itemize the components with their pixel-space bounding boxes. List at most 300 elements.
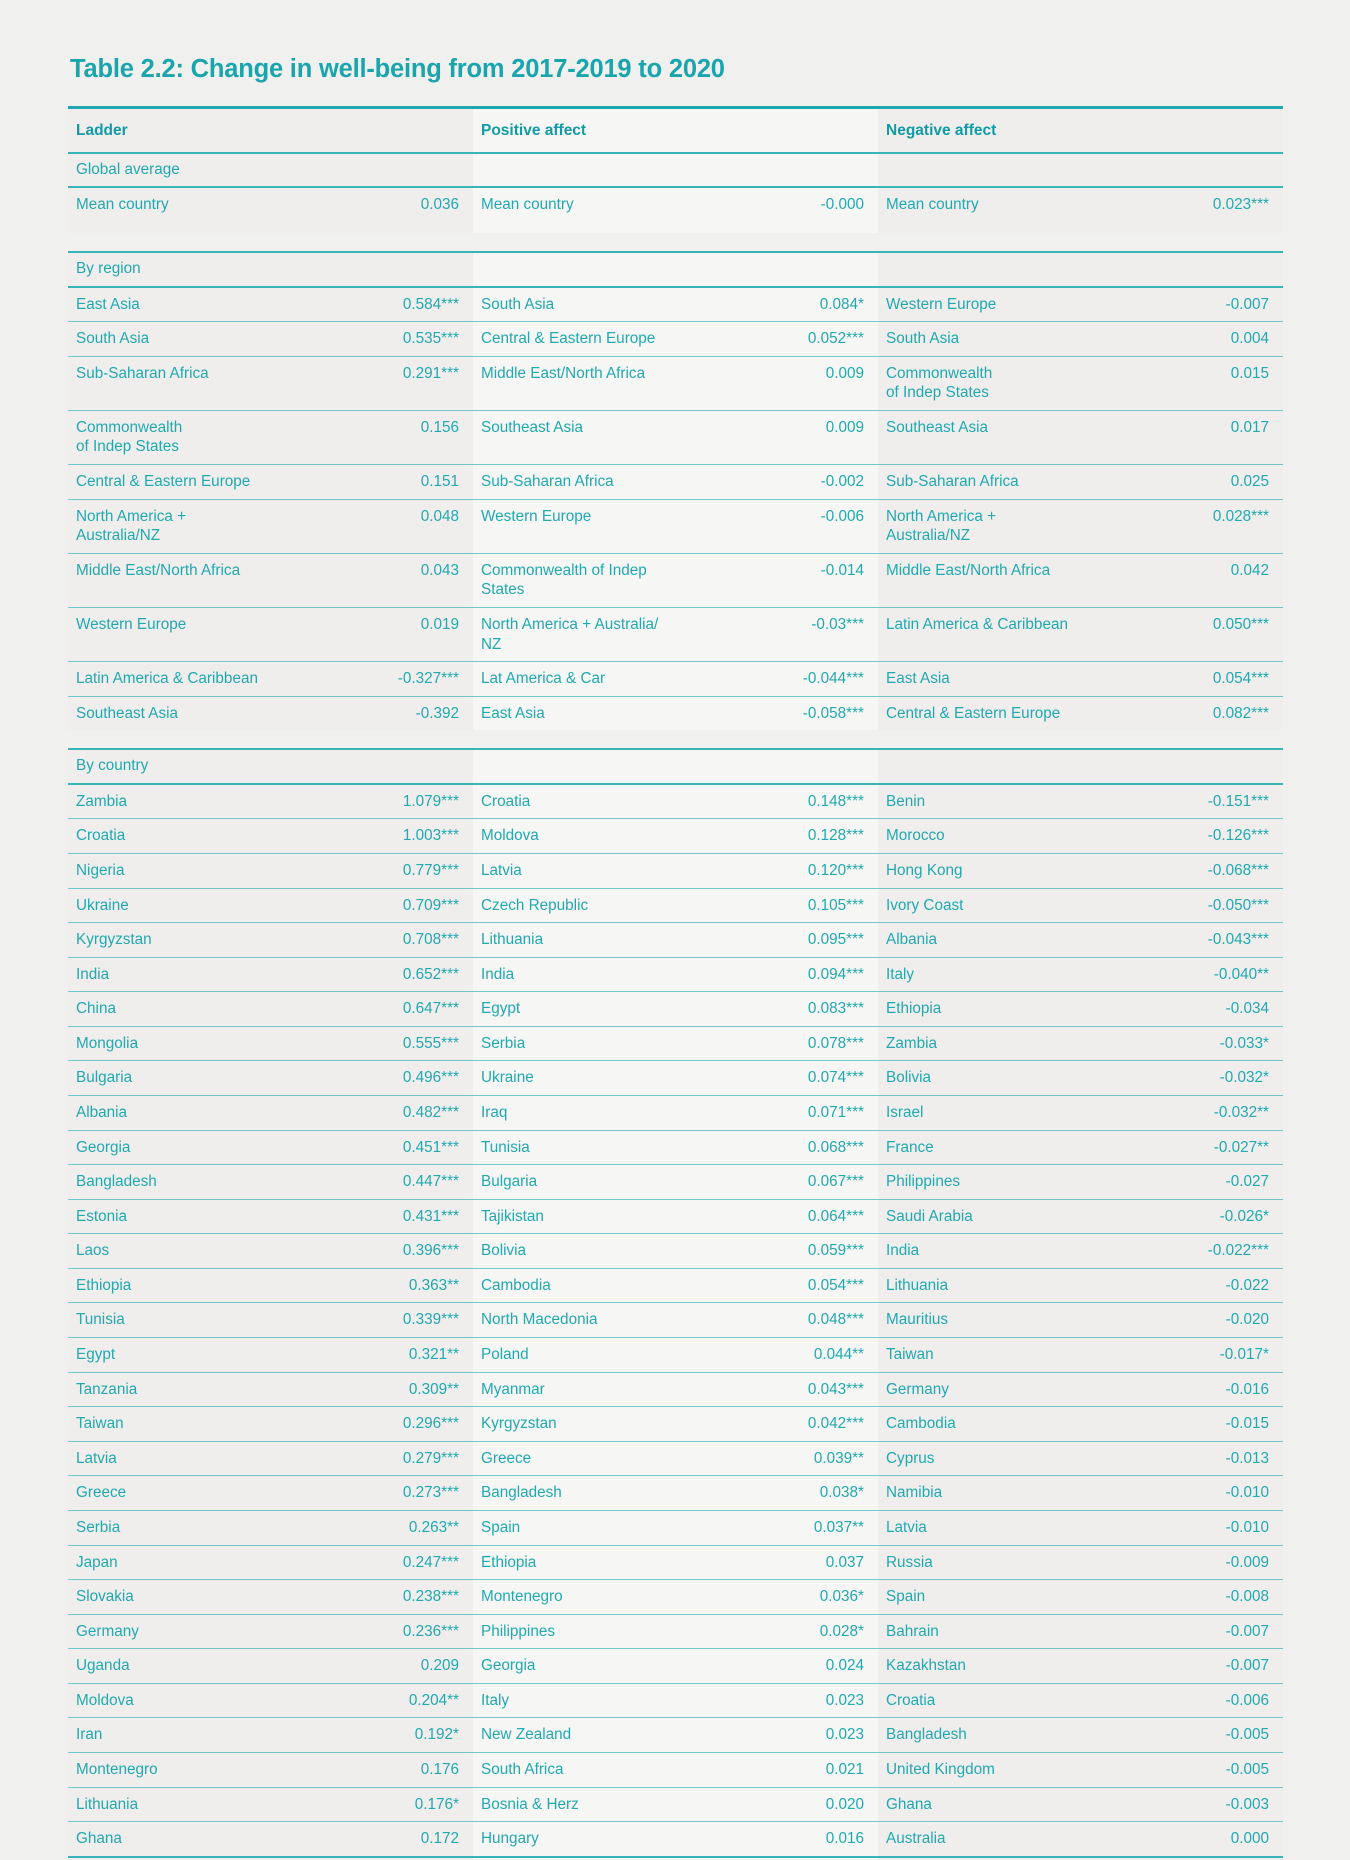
cell-value: 0.339*** bbox=[402, 1311, 459, 1329]
cell-label: Latvia bbox=[886, 1518, 927, 1536]
cell-value: 0.555*** bbox=[402, 1034, 459, 1052]
cell-label: Uganda bbox=[76, 1657, 130, 1675]
cell-value: 0.176* bbox=[414, 1795, 459, 1813]
cell-value: 0.482*** bbox=[402, 1104, 459, 1122]
cell-value: 0.054*** bbox=[807, 1276, 864, 1294]
cell-label: Albania bbox=[76, 1104, 128, 1122]
cell-value: 0.025 bbox=[1230, 473, 1269, 491]
cell-label: Tajikistan bbox=[481, 1207, 544, 1225]
cell-label: Cambodia bbox=[886, 1415, 956, 1433]
cell-label: Lithuania bbox=[886, 1276, 949, 1294]
cell-label: Israel bbox=[886, 1104, 924, 1122]
cell-label: Latin America & Caribbean bbox=[76, 670, 258, 688]
cell-value: 0.024 bbox=[825, 1657, 864, 1675]
cell-value: 0.321** bbox=[408, 1346, 459, 1364]
cell-value: 0.043 bbox=[420, 561, 459, 579]
cell-value: 0.036* bbox=[819, 1588, 864, 1606]
cell-label: Namibia bbox=[886, 1484, 943, 1502]
cell-value: 0.028*** bbox=[1212, 507, 1269, 525]
cell-label: Cyprus bbox=[886, 1449, 935, 1467]
cell-label: Southeast Asia bbox=[76, 704, 179, 722]
cell-value: 0.023 bbox=[825, 1691, 864, 1709]
region-row bbox=[68, 608, 1283, 662]
cell-label: India bbox=[886, 1242, 920, 1260]
cell-value: 0.078*** bbox=[807, 1034, 864, 1052]
cell-label: Poland bbox=[481, 1346, 529, 1364]
cell-value bbox=[763, 154, 878, 187]
cell-value: -0.016 bbox=[1225, 1380, 1269, 1398]
cell-value: 0.584*** bbox=[402, 295, 459, 313]
cell-value: -0.392 bbox=[415, 704, 459, 722]
cell-value: -0.014 bbox=[820, 561, 864, 579]
cell-label bbox=[878, 154, 1168, 187]
cell-value: -0.027 bbox=[1225, 1173, 1269, 1191]
cell-label: Serbia bbox=[481, 1034, 526, 1052]
cell-label: Southeast Asia bbox=[886, 418, 989, 436]
cell-value bbox=[763, 253, 878, 286]
cell-label: Latin America & Caribbean bbox=[886, 615, 1068, 633]
cell-value: 0.028* bbox=[819, 1622, 864, 1640]
cell-label: Japan bbox=[76, 1553, 118, 1571]
cell-label: Positive affect bbox=[481, 122, 587, 139]
cell-value: -0.020 bbox=[1225, 1311, 1269, 1329]
cell-label: Myanmar bbox=[481, 1380, 545, 1398]
cell-value: 0.309** bbox=[408, 1380, 459, 1398]
cell-label: Albania bbox=[886, 931, 938, 949]
cell-label: Benin bbox=[886, 792, 926, 810]
country-row bbox=[68, 819, 1283, 853]
cell-label bbox=[878, 253, 1168, 286]
cell-label: By country bbox=[76, 757, 149, 775]
cell-label: North Macedonia bbox=[481, 1311, 598, 1329]
country-row bbox=[68, 923, 1283, 957]
cell-value: -0.044*** bbox=[802, 670, 864, 688]
cell-label: Moldova bbox=[481, 827, 539, 845]
cell-value: 0.037 bbox=[825, 1553, 864, 1571]
country-row bbox=[68, 1096, 1283, 1130]
cell-value: 0.176 bbox=[420, 1761, 459, 1778]
country-row bbox=[68, 1649, 1283, 1683]
cell-label: Laos bbox=[76, 1242, 110, 1260]
cell-value: -0.032* bbox=[1219, 1069, 1269, 1087]
cell-label: Latvia bbox=[481, 861, 522, 879]
cell-value: -0.010 bbox=[1225, 1484, 1269, 1502]
cell-value: 0.120*** bbox=[807, 861, 864, 879]
cell-label bbox=[878, 750, 1168, 783]
cell-label: North America + Australia/NZ bbox=[886, 507, 997, 545]
cell-label: Germany bbox=[886, 1380, 949, 1398]
cell-value: 0.048*** bbox=[807, 1311, 864, 1329]
cell-label: Bulgaria bbox=[481, 1173, 538, 1191]
cell-label: Montenegro bbox=[481, 1588, 563, 1606]
cell-label: Bangladesh bbox=[481, 1484, 562, 1502]
cell-value: 0.054*** bbox=[1212, 670, 1269, 688]
cell-label: Moldova bbox=[76, 1691, 134, 1709]
cell-value: 0.074*** bbox=[807, 1069, 864, 1087]
cell-value bbox=[1168, 154, 1283, 187]
cell-label: India bbox=[76, 965, 110, 983]
cell-value: 1.079*** bbox=[402, 792, 459, 810]
cell-label: Montenegro bbox=[76, 1761, 158, 1778]
cell-label: Bolivia bbox=[886, 1069, 932, 1087]
cell-value: 0.647*** bbox=[402, 1000, 459, 1018]
cell-label: Ethiopia bbox=[886, 1000, 942, 1018]
table-bottom-rule bbox=[68, 1857, 1283, 1860]
cell-label: Ukraine bbox=[481, 1069, 534, 1087]
cell-value bbox=[763, 112, 878, 152]
cell-label: Saudi Arabia bbox=[886, 1207, 973, 1225]
region-row bbox=[68, 465, 1283, 499]
cell-label: Greece bbox=[76, 1484, 127, 1502]
cell-value: 0.067*** bbox=[807, 1173, 864, 1191]
cell-label: Georgia bbox=[76, 1138, 131, 1156]
cell-label: Greece bbox=[481, 1449, 532, 1467]
spacer-row bbox=[68, 233, 1283, 252]
cell-value: 0.451*** bbox=[402, 1138, 459, 1156]
cell-value: -0.126*** bbox=[1207, 827, 1269, 845]
cell-label: Zambia bbox=[886, 1034, 938, 1052]
country-row bbox=[68, 1234, 1283, 1268]
cell-label: Mean country bbox=[481, 196, 574, 214]
cell-label: India bbox=[481, 965, 515, 983]
cell-value: 0.015 bbox=[1230, 364, 1269, 382]
global-average-row bbox=[68, 188, 1283, 233]
country-row bbox=[68, 1615, 1283, 1649]
cell-label: North America + Australia/ NZ bbox=[481, 615, 659, 653]
cell-value: 0.059*** bbox=[807, 1242, 864, 1260]
cell-value: 0.779*** bbox=[402, 861, 459, 879]
cell-label: Bangladesh bbox=[76, 1173, 157, 1191]
cell-value: 0.291*** bbox=[402, 364, 459, 382]
cell-label: Global average bbox=[76, 160, 180, 178]
cell-value: -0.151*** bbox=[1207, 792, 1269, 810]
cell-value: -0.002 bbox=[820, 473, 864, 491]
cell-label: Australia bbox=[886, 1830, 946, 1848]
cell-value: 0.238*** bbox=[402, 1588, 459, 1606]
cell-label: Bosnia & Herz bbox=[481, 1795, 579, 1813]
cell-value: 0.042 bbox=[1230, 561, 1269, 579]
cell-label: Russia bbox=[886, 1553, 933, 1571]
wellbeing-change-table bbox=[68, 106, 1283, 1860]
cell-label: Ethiopia bbox=[481, 1553, 537, 1571]
region-row bbox=[68, 662, 1283, 696]
cell-label: Tunisia bbox=[76, 1311, 125, 1329]
cell-value: 0.363** bbox=[408, 1276, 459, 1294]
cell-value: 0.708*** bbox=[402, 931, 459, 949]
cell-value: -0.013 bbox=[1225, 1449, 1269, 1467]
cell-value: -0.03*** bbox=[811, 615, 864, 633]
cell-label: Taiwan bbox=[886, 1346, 934, 1364]
cell-value bbox=[1168, 750, 1283, 783]
cell-value: 0.279*** bbox=[402, 1449, 459, 1467]
cell-value: 1.003*** bbox=[402, 827, 459, 845]
cell-label: Germany bbox=[76, 1622, 139, 1640]
cell-label: Mean country bbox=[886, 196, 979, 214]
cell-value: 0.151 bbox=[420, 473, 459, 491]
cell-label: Italy bbox=[481, 1691, 510, 1709]
cell-label: Ladder bbox=[76, 122, 128, 139]
cell-value: 0.009 bbox=[825, 364, 864, 382]
cell-value: -0.017* bbox=[1219, 1346, 1269, 1364]
cell-value: -0.034 bbox=[1225, 1000, 1269, 1018]
cell-value: 0.247*** bbox=[402, 1553, 459, 1571]
cell-label: Kazakhstan bbox=[886, 1657, 966, 1675]
country-row bbox=[68, 1303, 1283, 1337]
cell-value bbox=[1168, 112, 1283, 152]
cell-label: New Zealand bbox=[481, 1726, 572, 1744]
cell-label: East Asia bbox=[886, 670, 950, 688]
cell-label: Mauritius bbox=[886, 1311, 949, 1329]
cell-value: 0.064*** bbox=[807, 1207, 864, 1225]
cell-label: Taiwan bbox=[76, 1415, 124, 1433]
cell-value: 0.431*** bbox=[402, 1207, 459, 1225]
country-row bbox=[68, 1546, 1283, 1580]
region-row bbox=[68, 322, 1283, 356]
cell-label: Slovakia bbox=[76, 1588, 134, 1606]
cell-label: Morocco bbox=[886, 827, 945, 845]
cell-label: Central & Eastern Europe bbox=[481, 330, 656, 348]
section-header-region bbox=[68, 253, 1283, 287]
cell-value: -0.022*** bbox=[1207, 1242, 1269, 1260]
cell-label: Negative affect bbox=[886, 122, 997, 139]
country-row bbox=[68, 992, 1283, 1026]
page-title: Table 2.2: Change in well-being from 2017-2019 to 2020 bbox=[70, 55, 725, 83]
cell-label: Italy bbox=[886, 965, 915, 983]
cell-label: Commonwealth of Indep States bbox=[481, 561, 647, 599]
cell-value: -0.022 bbox=[1225, 1276, 1269, 1294]
cell-value: 0.083*** bbox=[807, 1000, 864, 1018]
cell-label: Tunisia bbox=[481, 1138, 530, 1156]
cell-value: 0.709*** bbox=[402, 896, 459, 914]
cell-value bbox=[350, 253, 473, 286]
cell-label: Latvia bbox=[76, 1449, 117, 1467]
cell-value: 0.036 bbox=[420, 196, 459, 214]
cell-value: -0.068*** bbox=[1207, 861, 1269, 879]
cell-label: Georgia bbox=[481, 1657, 536, 1675]
cell-value: -0.043*** bbox=[1207, 931, 1269, 949]
country-row bbox=[68, 1061, 1283, 1095]
cell-label: United Kingdom bbox=[886, 1761, 995, 1778]
cell-value: 0.050*** bbox=[1212, 615, 1269, 633]
cell-value: 0.105*** bbox=[807, 896, 864, 914]
cell-label: Ghana bbox=[76, 1830, 122, 1848]
cell-label: Middle East/North Africa bbox=[76, 561, 241, 579]
cell-label: Commonwealth of Indep States bbox=[76, 418, 183, 456]
cell-value: 0.038* bbox=[819, 1484, 864, 1502]
cell-value bbox=[350, 750, 473, 783]
cell-value: -0.040** bbox=[1213, 965, 1269, 983]
cell-label: Lithuania bbox=[481, 931, 544, 949]
cell-label: Western Europe bbox=[76, 615, 187, 633]
cell-label: Ghana bbox=[886, 1795, 932, 1813]
cell-value: 0.209 bbox=[420, 1657, 459, 1675]
country-row bbox=[68, 1442, 1283, 1476]
cell-label: Hong Kong bbox=[886, 861, 963, 879]
cell-value: 0.263** bbox=[408, 1518, 459, 1536]
table-body bbox=[68, 108, 1283, 1860]
cell-value: -0.009 bbox=[1225, 1553, 1269, 1571]
cell-label: North America + Australia/NZ bbox=[76, 507, 187, 545]
cell-value: 0.009 bbox=[825, 418, 864, 436]
cell-value: 0.273*** bbox=[402, 1484, 459, 1502]
cell-label: Western Europe bbox=[481, 507, 592, 525]
cell-label: Commonwealth of Indep States bbox=[886, 364, 993, 402]
cell-value: 0.084* bbox=[819, 295, 864, 313]
cell-value: 0.192* bbox=[414, 1726, 459, 1744]
cell-label: By region bbox=[76, 259, 141, 277]
spacer-row bbox=[68, 730, 1283, 749]
region-row bbox=[68, 288, 1283, 322]
cell-value: 0.023*** bbox=[1212, 196, 1269, 214]
cell-value: 0.039** bbox=[813, 1449, 864, 1467]
cell-label: Croatia bbox=[481, 792, 531, 810]
cell-label: Lithuania bbox=[76, 1795, 139, 1813]
cell-label: Bulgaria bbox=[76, 1069, 133, 1087]
cell-label: Serbia bbox=[76, 1518, 121, 1536]
region-row bbox=[68, 554, 1283, 608]
cell-value: -0.005 bbox=[1225, 1761, 1269, 1778]
cell-label bbox=[473, 253, 763, 286]
cell-label bbox=[473, 154, 763, 187]
cell-label: Middle East/North Africa bbox=[481, 364, 646, 382]
cell-value: -0.006 bbox=[1225, 1691, 1269, 1709]
country-row bbox=[68, 1269, 1283, 1303]
cell-value: 0.071*** bbox=[807, 1104, 864, 1122]
cell-value: -0.015 bbox=[1225, 1415, 1269, 1433]
cell-value: -0.008 bbox=[1225, 1588, 1269, 1606]
cell-label: South Africa bbox=[481, 1761, 564, 1778]
cell-value: 0.204** bbox=[408, 1691, 459, 1709]
country-row bbox=[68, 1822, 1283, 1857]
cell-value: 0.652*** bbox=[402, 965, 459, 983]
cell-value: 0.156 bbox=[420, 418, 459, 436]
cell-value: 0.396*** bbox=[402, 1242, 459, 1260]
cell-label: Philippines bbox=[481, 1622, 555, 1640]
cell-label: Tanzania bbox=[76, 1380, 138, 1398]
cell-value: 0.535*** bbox=[402, 330, 459, 348]
cell-value: -0.027** bbox=[1213, 1138, 1269, 1156]
cell-value bbox=[350, 154, 473, 187]
cell-label: Croatia bbox=[886, 1691, 936, 1709]
cell-value: 0.496*** bbox=[402, 1069, 459, 1087]
country-row bbox=[68, 854, 1283, 888]
cell-value: 0.148*** bbox=[807, 792, 864, 810]
cell-value: 0.020 bbox=[825, 1795, 864, 1813]
cell-label: East Asia bbox=[76, 295, 140, 313]
cell-label: Philippines bbox=[886, 1173, 960, 1191]
cell-label: Estonia bbox=[76, 1207, 128, 1225]
cell-label: Egypt bbox=[481, 1000, 521, 1018]
cell-value: 0.048 bbox=[420, 507, 459, 525]
cell-value: 0.000 bbox=[1230, 1830, 1269, 1848]
cell-value: 0.296*** bbox=[402, 1415, 459, 1433]
country-row bbox=[68, 1407, 1283, 1441]
country-row bbox=[68, 1684, 1283, 1718]
cell-value: -0.000 bbox=[820, 196, 864, 214]
country-row bbox=[68, 1476, 1283, 1510]
cell-label: Mean country bbox=[76, 196, 169, 214]
header-row bbox=[68, 112, 1283, 153]
cell-value bbox=[1168, 253, 1283, 286]
cell-value bbox=[350, 112, 473, 152]
cell-value: 0.095*** bbox=[807, 931, 864, 949]
cell-value: -0.327*** bbox=[397, 670, 459, 688]
cell-label: Iraq bbox=[481, 1104, 508, 1122]
cell-label: Cambodia bbox=[481, 1276, 551, 1294]
section-header-global bbox=[68, 153, 1283, 188]
country-row bbox=[68, 1027, 1283, 1061]
country-row bbox=[68, 958, 1283, 992]
cell-value: 0.044** bbox=[813, 1346, 864, 1364]
cell-label: Croatia bbox=[76, 827, 126, 845]
country-row bbox=[68, 1165, 1283, 1199]
cell-label bbox=[473, 750, 763, 783]
cell-value: -0.007 bbox=[1225, 1622, 1269, 1640]
cell-label: Ethiopia bbox=[76, 1276, 132, 1294]
cell-label: Ukraine bbox=[76, 896, 129, 914]
country-row bbox=[68, 1788, 1283, 1822]
cell-label: Bahrain bbox=[886, 1622, 939, 1640]
cell-label: South Asia bbox=[76, 330, 150, 348]
cell-value: 0.019 bbox=[420, 615, 459, 633]
cell-value: -0.006 bbox=[820, 507, 864, 525]
cell-value: 0.082*** bbox=[1212, 704, 1269, 722]
cell-value: 0.094*** bbox=[807, 965, 864, 983]
cell-label: Hungary bbox=[481, 1830, 539, 1848]
cell-label: Iran bbox=[76, 1726, 103, 1744]
cell-value: 0.042*** bbox=[807, 1415, 864, 1433]
cell-label: East Asia bbox=[481, 704, 545, 722]
region-row bbox=[68, 500, 1283, 554]
cell-label: Kyrgyzstan bbox=[481, 1415, 557, 1433]
region-row bbox=[68, 357, 1283, 411]
cell-label: Mongolia bbox=[76, 1034, 139, 1052]
country-row bbox=[68, 1511, 1283, 1545]
cell-value: 0.236*** bbox=[402, 1622, 459, 1640]
cell-value: -0.032** bbox=[1213, 1104, 1269, 1122]
cell-label: Egypt bbox=[76, 1346, 116, 1364]
cell-label: Central & Eastern Europe bbox=[76, 473, 251, 491]
cell-label: Sub-Saharan Africa bbox=[76, 364, 209, 382]
cell-value bbox=[763, 750, 878, 783]
cell-label: Bangladesh bbox=[886, 1726, 967, 1744]
country-row bbox=[68, 1373, 1283, 1407]
cell-label: Spain bbox=[886, 1588, 926, 1606]
cell-value: 0.068*** bbox=[807, 1138, 864, 1156]
cell-value: 0.052*** bbox=[807, 330, 864, 348]
cell-label: Sub-Saharan Africa bbox=[481, 473, 614, 491]
cell-value: 0.016 bbox=[825, 1830, 864, 1848]
cell-value: -0.033* bbox=[1219, 1034, 1269, 1052]
country-row bbox=[68, 785, 1283, 819]
cell-value: -0.058*** bbox=[802, 704, 864, 722]
cell-label: South Asia bbox=[886, 330, 960, 348]
cell-label: Lat America & Car bbox=[481, 670, 606, 688]
country-row bbox=[68, 1131, 1283, 1165]
cell-value: 0.021 bbox=[825, 1761, 864, 1778]
region-row bbox=[68, 411, 1283, 465]
cell-value: -0.007 bbox=[1225, 295, 1269, 313]
cell-value: -0.007 bbox=[1225, 1657, 1269, 1675]
cell-value: -0.050*** bbox=[1207, 896, 1269, 914]
cell-label: Ivory Coast bbox=[886, 896, 964, 914]
cell-value: -0.010 bbox=[1225, 1518, 1269, 1536]
cell-label: France bbox=[886, 1138, 934, 1156]
region-row bbox=[68, 697, 1283, 731]
cell-value: 0.447*** bbox=[402, 1173, 459, 1191]
cell-label: Western Europe bbox=[886, 295, 997, 313]
cell-label: South Asia bbox=[481, 295, 555, 313]
